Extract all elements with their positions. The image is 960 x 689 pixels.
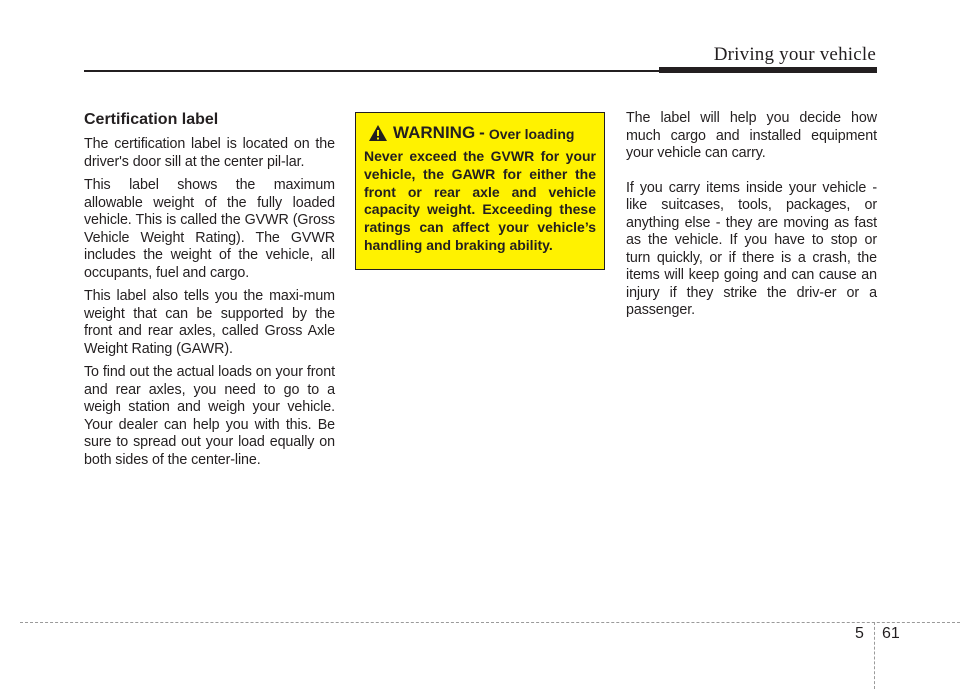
warning-dash: - [479, 123, 485, 142]
left-column [84, 110, 335, 475]
footer-divider [874, 622, 875, 689]
paragraph: This label also tells you the maxi-mum weight that can be supported by the front and rear axles, called Gross Axle Weight Rating (GAWR). [84, 288, 335, 357]
footer-rule [20, 622, 960, 623]
warning-heading [364, 123, 596, 143]
right-column [626, 110, 877, 337]
page-header-title: Driving your vehicle [713, 44, 876, 65]
warning-subject: Over loading [488, 126, 575, 142]
page-number: 61 [882, 625, 900, 642]
warning-word: WARNING [393, 123, 476, 142]
chapter-number: 5 [855, 625, 864, 642]
paragraph: The label will help you decide how much cargo and installed equipment your vehicle can carry. [626, 110, 877, 161]
warning-box [355, 112, 605, 270]
header-rule-accent [659, 67, 877, 73]
paragraph: The certification label is located on the driver's door sill at the center pil-lar. [84, 136, 335, 170]
header-rule [84, 70, 664, 72]
warning-text: Never exceed the GVWR for your vehicle, the GAWR for either the front or rear axle and vehicle capacity weight. Exceeding these ratings can affect your vehicle’s handling and braking ability. [364, 148, 596, 253]
section-heading: Certification label [84, 111, 219, 128]
paragraph: This label shows the maximum allowable weight of the fully loaded vehicle. This is called the GVWR (Gross Vehicle Weight Rating). The GVWR includes the weight of the vehicle, all occupants, fuel and cargo. [84, 177, 335, 281]
warning-triangle-icon [368, 124, 388, 142]
paragraph: To find out the actual loads on your front and rear axles, you need to go to a weigh station and weigh your vehicle. Your dealer can help you with this. Be sure to spread out your load equally on both sides of the center-line. [84, 364, 335, 468]
paragraph: If you carry items inside your vehicle - like suitcases, tools, packages, or anything else - they are moving as fast as the vehicle. If you have to stop or turn quickly, or if there is a crash, the items will keep going and can cause an injury if they strike the driv-er or a passenger. [626, 179, 877, 318]
